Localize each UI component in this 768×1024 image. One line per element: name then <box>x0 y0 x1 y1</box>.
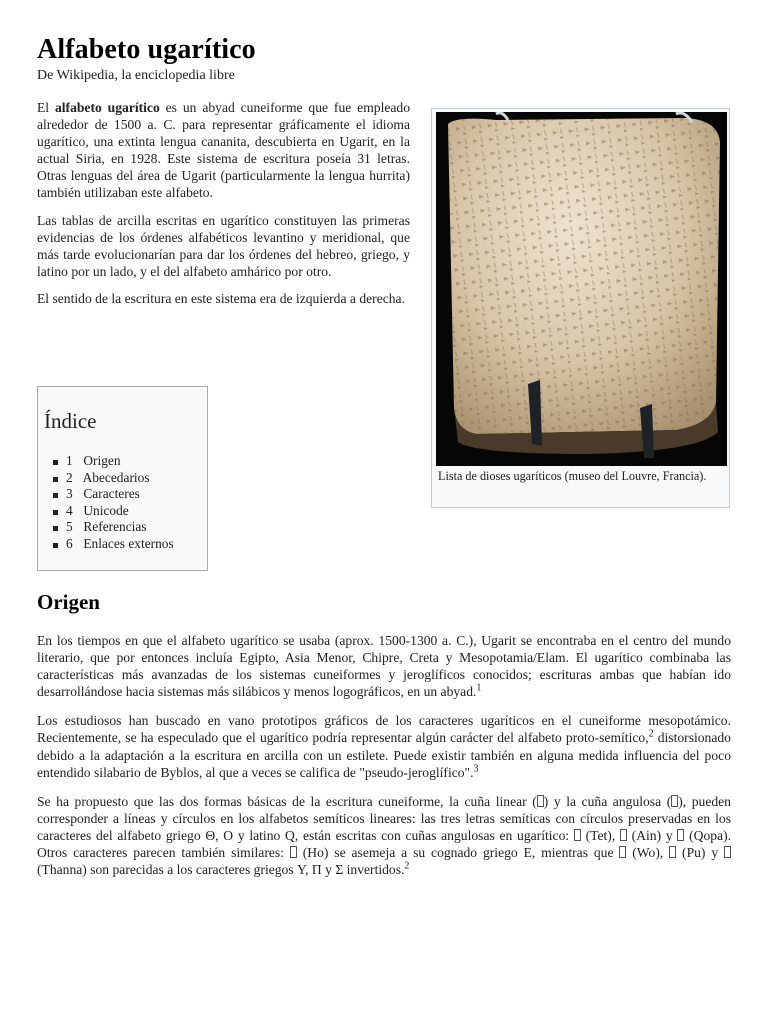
reference-link[interactable]: 3 <box>473 763 479 775</box>
origen-paragraph-2: Los estudiosos han buscado en vano prototipos gráficos de los caracteres ugaríticos en el cuneiforme mesopotámico. Recientemente, se ha especulado que el ugarítico podría representar algún carácter del alfabeto proto-semítico,$^2$ distorsionado debido a la adaptación a la escritura en arcilla con un estilete. Puede existir también en alguna medida influencia del poco entendido silabario de Byblos, al que a veces se califica de "pseudo-jeroglífico".$^3$ <box>37 713 731 780</box>
missing-glyph-icon <box>574 829 581 841</box>
toc-item-abecedarios[interactable]: 2 Abecedarios <box>66 470 174 487</box>
figure-caption: Lista de dioses ugaríticos (museo del Louvre, Francia). <box>438 469 707 483</box>
reference-link[interactable]: 1 <box>476 682 482 694</box>
origen-paragraph-1: En los tiempos en que el alfabeto ugarítico se usaba (aprox. 1500-1300 a. C.), Ugarit se encontraba en el centro del mundo literario, que por entonces incluía Egipto, Asia Menor, Chipre, Creta y Mesopotamia/Elam. El ugarítico combinaba las características más avanzadas de los sistemas cuneiformes y jeroglíficos conocidos; escrituras ambas que habían ido desarrollándose hacia sistemas más silábicos y menos logográficos, en un abyad.$^1$ <box>37 633 731 700</box>
toc-item-referencias[interactable]: 5 Referencias <box>66 519 174 536</box>
intro-paragraph-3: El sentido de la escritura en este sistema era de izquierda a derecha. <box>37 290 405 306</box>
toc-item-unicode[interactable]: 4 Unicode <box>66 503 174 520</box>
missing-glyph-icon <box>724 846 731 858</box>
toc-item-origen[interactable]: 1 Origen <box>66 453 174 470</box>
page-title: Alfabeto ugarítico <box>37 34 256 65</box>
clay-tablet-image[interactable] <box>436 112 727 466</box>
section-heading-origen: Origen <box>37 590 100 614</box>
article-term: alfabeto ugarítico <box>54 100 160 115</box>
toc-title: Índice <box>44 409 97 433</box>
section-body-origen <box>37 632 731 890</box>
missing-glyph-icon <box>290 846 297 858</box>
thumbnail-figure <box>431 108 730 508</box>
reference-link[interactable]: 2 <box>404 860 410 872</box>
reference-link[interactable]: 2 <box>648 728 654 740</box>
missing-glyph-icon <box>537 795 544 807</box>
page-subtitle: De Wikipedia, la enciclopedia libre <box>37 68 235 83</box>
intro-paragraph-2: Las tablas de arcilla escritas en ugarítico constituyen las primeras evidencias de los órdenes alfabéticos levantino y meridional, que más tarde evolucionarían para dar los órdenes del hebreo, griego, y latino por un lado, y el del alfabeto amhárico por otro. <box>37 212 410 279</box>
toc-list <box>66 453 174 552</box>
toc-item-caracteres[interactable]: 3 Caracteres <box>66 486 174 503</box>
missing-glyph-icon <box>620 829 627 841</box>
intro-paragraph-1: El alfabeto ugarítico es un abyad cuneiforme que fue empleado alrededor de 1500 a. C. para representar gráficamente el idioma ugarítico, una extinta lengua cananita, descubierta en Ugarit, en la actual Siria, en 1928. Este sistema de escritura poseía 31 letras. Otras lenguas del área de Ugarit (particularmente la lengua hurrita) también utilizaban este alfabeto. <box>37 100 411 201</box>
table-of-contents <box>37 386 208 571</box>
origen-paragraph-3: Se ha propuesto que las dos formas básicas de la escritura cuneiforme, la cuña linear ( ) y la cuña angulosa ( ), pueden corresponder a líneas y círculos en los alfabetos semíticos lineares: las tres letras semíticas con círculos preservadas en los caracteres del alfabeto griego Θ, O y latino Q, están escritas con cuñas angulosas en ugarítico: (Tet), (Ain) y (Qopa). Otros caracteres parecen también similares: (Ho) se asemeja a su cognado griego E, mientras que (Wo), (Pu) y (Thanna) son parecidas a los caracteres griegos Υ, Π y Σ invertidos.$^2$ <box>37 793 731 878</box>
intro-text <box>37 99 410 317</box>
toc-item-enlaces-externos[interactable]: 6 Enlaces externos <box>66 535 174 551</box>
